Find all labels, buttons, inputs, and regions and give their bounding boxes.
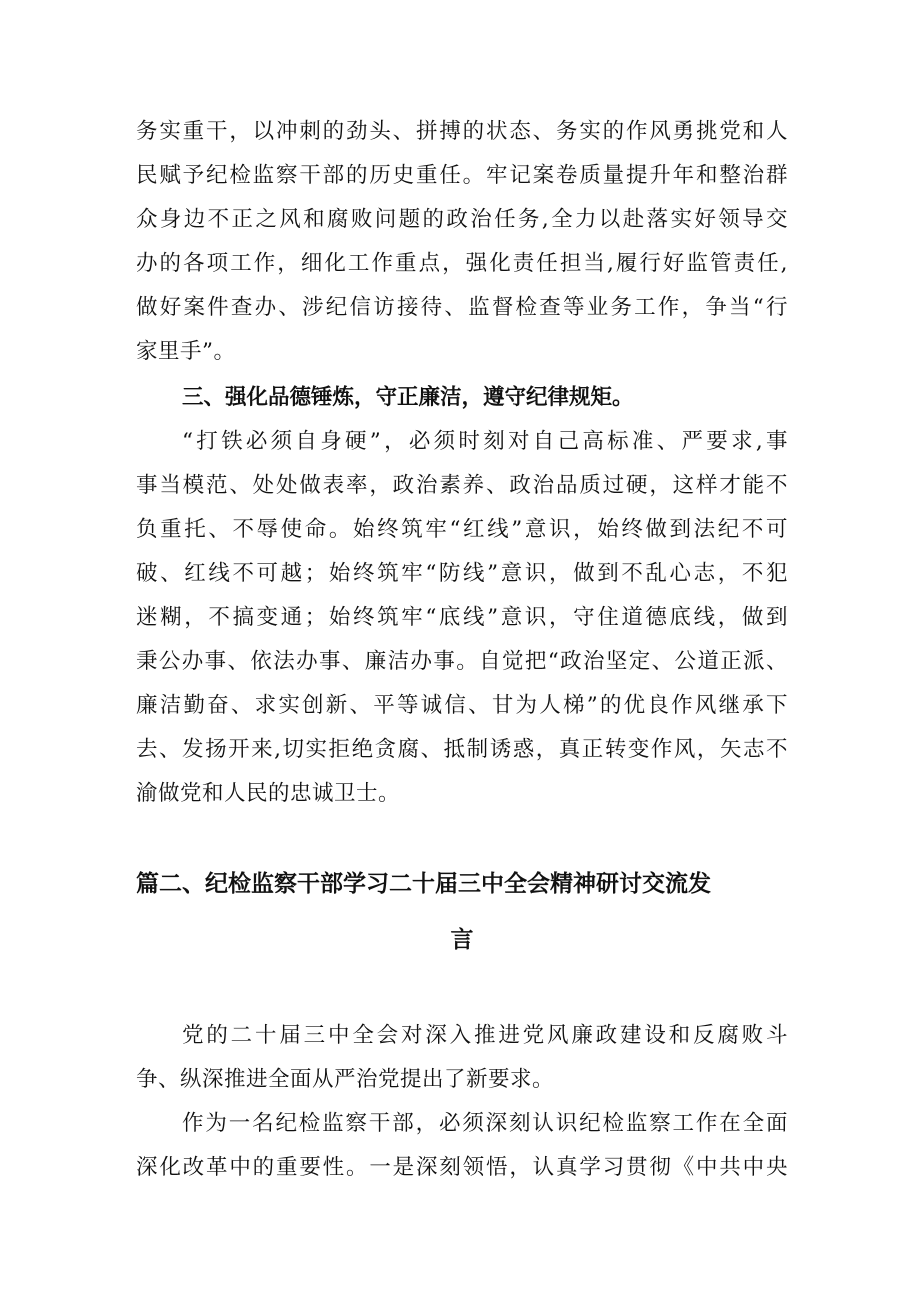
text-line: 渝做党和人民的忠诚卫士。 bbox=[136, 781, 401, 806]
section-title-line: 言 bbox=[450, 927, 474, 953]
text-line: 务实重干，以冲刺的劲头、拼搏的状态、务实的作风勇挑党和人 bbox=[136, 119, 788, 144]
paragraph-1 bbox=[136, 110, 788, 374]
text-line: 党的二十届三中全会对深入推进党风廉政建设和反腐败斗 bbox=[182, 1023, 788, 1048]
paragraph-2 bbox=[136, 420, 788, 816]
text-line: 破、红线不可越；始终筑牢“防线”意识，做到不乱心志，不犯 bbox=[136, 561, 788, 586]
text-line: 作为一名纪检监察干部，必须深刻认识纪检监察工作在全面 bbox=[182, 1111, 788, 1136]
text-line: 廉洁勤奋、求实创新、平等诚信、甘为人梯”的优良作风继承下 bbox=[136, 693, 788, 718]
text-line: 众身边不正之风和腐败问题的政治任务,全力以赴落实好领导交 bbox=[136, 207, 788, 232]
paragraph-3 bbox=[136, 1014, 788, 1102]
text-line: 争、纵深推进全面从严治党提出了新要求。 bbox=[136, 1067, 555, 1092]
text-line: 负重托、不辱使命。始终筑牢“红线”意识，始终做到法纪不可 bbox=[136, 517, 788, 542]
text-line: 秉公办事、依法办事、廉洁办事。自觉把“政治坚定、公道正派、 bbox=[136, 649, 788, 674]
text-line: “打铁必须自身硬”，必须时刻对自己高标准、严要求,事 bbox=[182, 429, 788, 454]
text-line: 迷糊，不搞变通；始终筑牢“底线”意识，守住道德底线，做到 bbox=[136, 605, 788, 630]
text-line: 事当模范、处处做表率，政治素养、政治品质过硬，这样才能不 bbox=[136, 473, 788, 498]
paragraph-4 bbox=[136, 1102, 788, 1190]
text-line: 去、发扬开来,切实拒绝贪腐、抵制诱惑，真正转变作风，矢志不 bbox=[136, 737, 788, 762]
text-line: 家里手”。 bbox=[136, 339, 236, 364]
section-title-line: 篇二、纪检监察干部学习二十届三中全会精神研讨交流发 bbox=[136, 871, 711, 897]
text-line: 做好案件查办、涉纪信访接待、监督检查等业务工作，争当“行 bbox=[136, 295, 788, 320]
section-title bbox=[136, 860, 788, 964]
text-line: 深化改革中的重要性。一是深刻领悟，认真学习贯彻《中共中央 bbox=[136, 1155, 788, 1180]
text-line: 民赋予纪检监察干部的历史重任。牢记案卷质量提升年和整治群 bbox=[136, 163, 788, 188]
text-line: 办的各项工作，细化工作重点，强化责任担当,履行好监管责任, bbox=[136, 251, 788, 276]
section-heading-3: 三、强化品德锤炼，守正廉洁，遵守纪律规矩。 bbox=[182, 385, 634, 410]
